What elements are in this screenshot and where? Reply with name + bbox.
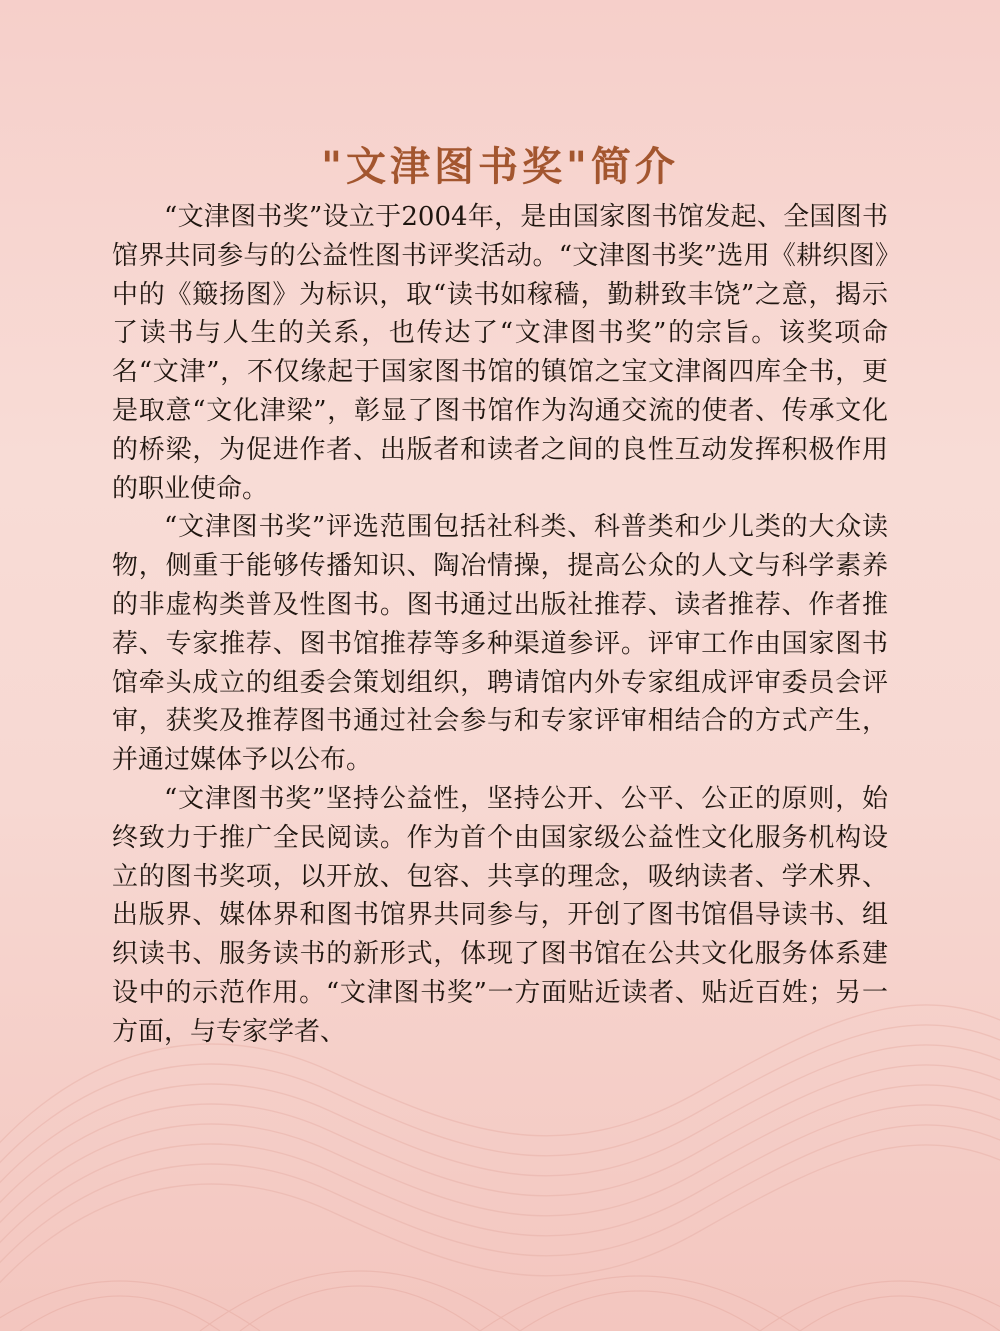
paragraph-3: “文津图书奖”坚持公益性，坚持公开、公平、公正的原则，始终致力于推广全民阅读。作为首个由国家级公益性文化服务机构设立的图书奖项，以开放、包容、共享的理念，吸纳读者、学术界、出版界、媒体界和图书馆界共同参与，开创了图书馆倡导读书、组织读书、服务读书的新形式，体现了图书馆在公共文化服务体系建设中的示范作用。“文津图书奖”一方面贴近读者、贴近百姓；另一方面，与专家学者、 xyxy=(112,783,888,1047)
page-title: "文津图书奖"简介 xyxy=(321,143,679,190)
paragraph-2: “文津图书奖”评选范围包括社科类、科普类和少儿类的大众读物，侧重于能够传播知识、陶冶情操，提高公众的人文与科学素养的非虚构类普及性图书。图书通过出版社推荐、读者推荐、作者推荐、专家推荐、图书馆推荐等多种渠道参评。评审工作由国家图书馆牵头成立的组委会策划组织，聘请馆内外专家组成评审委员会评审，获奖及推荐图书通过社会参与和专家评审相结合的方式产生，并通过媒体予以公布。 xyxy=(112,512,888,776)
article-body xyxy=(112,198,888,1052)
paragraph-1: “文津图书奖”设立于2004年，是由国家图书馆发起、全国图书馆界共同参与的公益性图书评奖活动。“文津图书奖”选用《耕织图》中的《簸扬图》为标识，取“读书如稼穑，勤耕致丰饶”之意，揭示了读书与人生的关系，也传达了“文津图书奖”的宗旨。该奖项命名“文津”，不仅缘起于国家图书馆的镇馆之宝文津阁四库全书，更是取意“文化津梁”，彰显了图书馆作为沟通交流的使者、传承文化的桥梁，为促进作者、出版者和读者之间的良性互动发挥积极作用的职业使命。 xyxy=(112,202,888,504)
